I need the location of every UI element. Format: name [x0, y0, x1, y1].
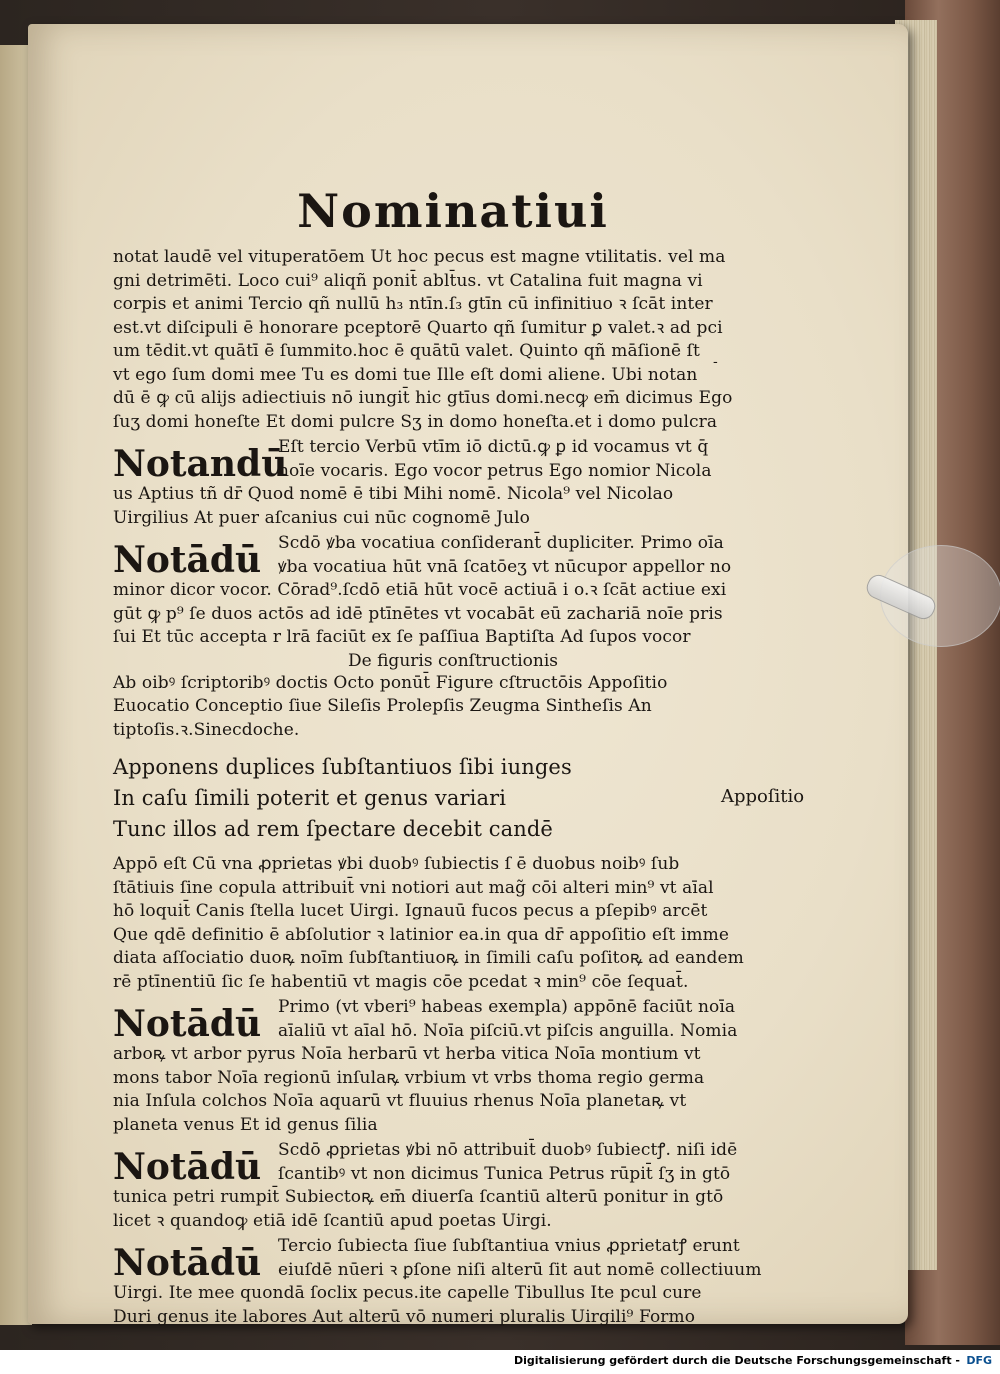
- notandum-initial: Notādū: [113, 1242, 262, 1284]
- notandum-initial: Notādū: [113, 1003, 262, 1045]
- verse-block: [113, 752, 733, 845]
- note-block-2: [113, 532, 733, 650]
- section-title: De figuris conſtructionis: [348, 650, 558, 671]
- text-line: Tercio ſubiecta ſiue ſubſtantiua vnius ꝓprietatꝭ erunt: [278, 1236, 740, 1256]
- text-line: arboꝶ vt arbor pyrus Noīa herbarū vt herba vitica Noīa montium vt: [113, 1044, 701, 1064]
- text-line: Scdō ꝟba vocatiua conſiderant̄ dupliciter. Primo oīa: [278, 533, 724, 553]
- text-line: Eſt tercio Verbū vtīm iō dictū.ꝙ ꝑ id vocamus vt q̄: [278, 437, 709, 457]
- note-block-5: [113, 1235, 762, 1329]
- text-line: aīaliū vt aīal hō. Noīa piſciū.vt piſcis anguilla. Nomia: [278, 1020, 738, 1041]
- text-line: Euocatio Conceptio ſiue Sileſis Prolepſis Zeugma Sintheſis An: [113, 696, 652, 716]
- text-line: minor dicor vocor. Cōrad⁹.ſcdō etiā hūt vocē actiuā i o.ꝛ ſcāt actiue exi: [113, 580, 727, 600]
- text-line: mons tabor Noīa regionū inſulaꝶ vrbium vt vrbs thoma regio germa: [113, 1067, 705, 1088]
- text-line: tiptoſis.ꝛ.Sinecdoche.: [113, 719, 300, 740]
- text-line: tunica petri rumpit̄ Subiectoꝶ em̄ diuerſa ſcantiū alterū ponitur in gtō: [113, 1187, 724, 1207]
- book-page: [28, 24, 908, 1327]
- text-line: Appō eſt Cū vna ꝓprietas ꝟbi duobꝰ ſubiectis ſ ē duobus noibꝰ ſub: [113, 854, 680, 874]
- verse-line: Tunc illos ad rem ſpectare decebit candē: [113, 817, 553, 841]
- text-line: corpis et animi Tercio qñ nullū h₃ ntīn.ſ₃ gtīn cū infinitiuo ꝛ ſcāt inter: [113, 294, 713, 314]
- section-paragraph: [113, 672, 733, 743]
- margin-note-appositio: Appoſitio: [721, 786, 805, 807]
- notandum-initial: Notādū: [113, 539, 262, 581]
- text-line: nia Inſula colchos Noīa aquarū vt fluuius rhenus Noīa planetaꝶ vt: [113, 1091, 687, 1111]
- dfg-logo: DFG: [966, 1354, 992, 1367]
- appositio-paragraph: [113, 853, 744, 994]
- footer-bar: [0, 1350, 1000, 1374]
- funding-credit: Digitalisierung gefördert durch die Deutsche Forschungsgemeinschaft -: [513, 1354, 960, 1367]
- note-block-3: [113, 996, 738, 1137]
- text-line: noīe vocaris. Ego vocor petrus Ego nomior Nicola: [278, 460, 712, 481]
- verse-line: In caſu ſimili poterit et genus variari: [113, 786, 507, 810]
- text-line: Scdō ꝓprietas ꝟbi nō attribuit̄ duobꝰ ſubiectꝭ. niſi idē: [278, 1140, 738, 1160]
- text-line: Que qdē definitio ē abſolutior ꝛ latinior ea.in qua dr̄ appoſitio eſt imme: [113, 924, 729, 945]
- text-line: ſcantibꝰ vt non dicimus Tunica Petrus rūpit̄ ſʒ in gtō: [278, 1163, 731, 1184]
- text-line: ſtātiuis ſine copula attribuit̄ vni notiori aut mag̃ cōi alteri min⁹ vt aīal: [113, 877, 714, 898]
- note-block-4: [113, 1139, 738, 1233]
- page-heading: Nominatiui: [297, 184, 609, 238]
- text-line: diata aſſociatio duoꝶ noīm ſubſtantiuoꝶ in ſimili caſu poſitoꝶ ad eandem: [113, 948, 744, 968]
- text-line: ꝟba vocatiua hūt vnā ſcatōeʒ vt nūcupor appellor no: [278, 556, 732, 577]
- text-line: Uirgilius At puer aſcanius cui nūc cognomē Julo: [113, 507, 531, 528]
- text-line: gni detrimēti. Loco cui⁹ aliqñ ponit̄ ablt̄us. vt Catalina fuit magna vi: [113, 270, 703, 291]
- text-line: licet ꝛ quandoꝙ etiā idē ſcantiū apud poetas Uirgi.: [113, 1210, 552, 1231]
- text-line: eiuſdē nūeri ꝛ ꝑſone niſi alterū ſit aut nomē collectiuum: [278, 1259, 762, 1280]
- notandum-initial: Notandū: [113, 443, 288, 485]
- text-line: est.vt diſcipuli ē honorare pceptorē Quarto qñ ſumitur ꝑ valet.ꝛ ad pci: [113, 317, 723, 338]
- margin-dash-mark: -: [713, 354, 718, 370]
- page-text-block: [113, 184, 762, 1329]
- text-line: Ab oibꝰ ſcriptoribꝰ doctis Octo ponūt̄ Figure cſtructōis Appoſitio: [113, 672, 668, 693]
- text-line: gūt ꝙ p⁹ ſe duos actōs ad idē ptīnētes vt vocabāt eū zachariā noīe pris: [113, 603, 723, 624]
- text-line: vt ego ſum domi mee Tu es domi tue Ille eſt domi aliene. Ubi notan: [113, 364, 698, 385]
- text-line: us Aptius tñ dr̄ Quod nomē ē tibi Mihi nomē. Nicola⁹ vel Nicolao: [113, 484, 674, 504]
- text-line: dū ē ꝙ cū alijs adiectiuis nō iungit̄ hic gtīus domi.necꝙ em̄ dicimus Ego: [113, 388, 733, 408]
- text-line: rē ptīnentiū ſic ſe habentiū vt magis cōe pcedat ꝛ min⁹ cōe ſequat̄.: [113, 971, 689, 992]
- verse-line: Apponens duplices ſubſtantiuos ſibi iunges: [113, 755, 572, 779]
- text-line: Primo (vt vberi⁹ habeas exempla) appōnē faciūt noīa: [278, 997, 736, 1017]
- text-line: notat laudē vel vituperatōem Ut hoc pecus est magne vtilitatis. vel ma: [113, 247, 726, 267]
- text-line: Uirgi. Ite mee quondā ſoclix pecus.ite capelle Tibullus Ite pcul cure: [113, 1283, 702, 1303]
- notandum-initial: Notādū: [113, 1146, 262, 1188]
- text-line: hō loquit̄ Canis ſtella lucet Uirgi. Ignauū fucos pecus a pſepibꝰ arcēt: [113, 901, 708, 921]
- text-line: planeta venus Et id genus ſilia: [113, 1114, 378, 1135]
- text-line: ſuʒ domi honeſte Et domi pulcre Sʒ in domo honeſta.et i domo pulcra: [113, 411, 718, 432]
- top-paragraph: [113, 246, 733, 434]
- text-line: Duri genus ite labores Aut alterū vō numeri pluralis Uirgili⁹ Formo: [113, 1306, 696, 1327]
- text-line: ſui Et tūc accepta r lrā faciūt ex ſe paſſiua Baptiſta Ad ſupos vocor: [113, 627, 691, 647]
- text-line: um tēdit.vt quātī ē ſummito.hoc ē quātū valet. Quinto qñ māſionē ſt: [113, 341, 700, 361]
- note-block-1: [113, 436, 733, 530]
